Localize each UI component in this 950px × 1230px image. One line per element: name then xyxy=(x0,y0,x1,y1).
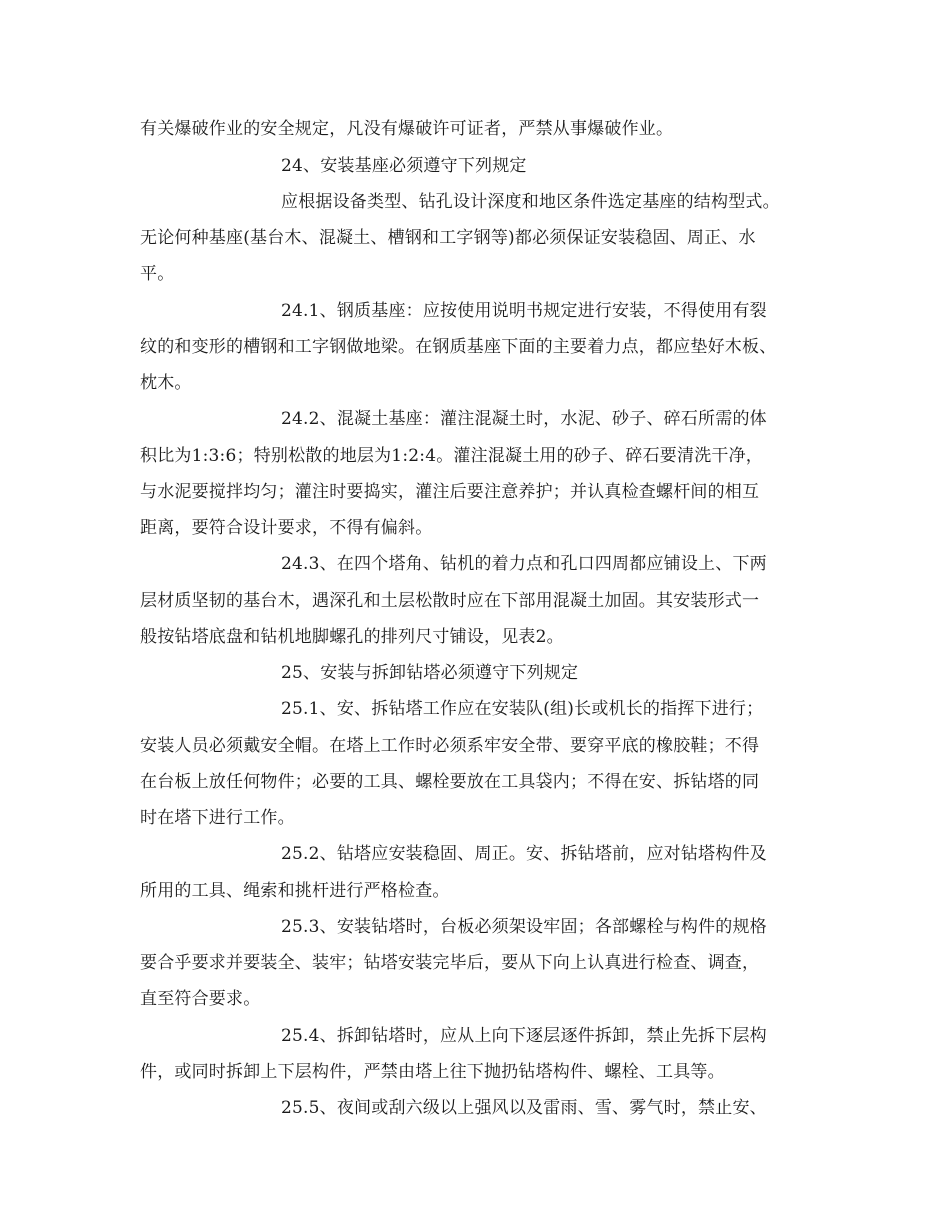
text-line: 积比为1:3:6；特别松散的地层为1:2:4。灌注混凝土用的砂子、碎石要清洗干净， xyxy=(140,446,764,466)
text-line: 无论何种基座(基台木、混凝土、槽钢和工字钢等)都必须保证安装稳固、周正、水 xyxy=(140,228,756,248)
text-line: 时在塔下进行工作。 xyxy=(140,808,295,828)
text-line: 距离，要符合设计要求，不得有偏斜。 xyxy=(140,518,433,538)
text-line: 在台板上放任何物件；必要的工具、螺栓要放在工具袋内；不得在安、拆钻塔的同 xyxy=(140,772,760,792)
text-line: 25.2、钻塔应安装稳固、周正。安、拆钻塔前，应对钻塔构件及 xyxy=(281,844,767,864)
text-line: 枕木。 xyxy=(140,373,192,393)
text-line: 25.5、夜间或刮六级以上强风以及雷雨、雪、雾气时，禁止安、 xyxy=(281,1098,767,1118)
text-line: 纹的和变形的槽钢和工字钢做地梁。在钢质基座下面的主要着力点，都应垫好木板、 xyxy=(140,337,777,357)
text-line: 24.3、在四个塔角、钻机的着力点和孔口四周都应铺设上、下两 xyxy=(281,554,767,574)
text-line: 所用的工具、绳索和挑杆进行严格检查。 xyxy=(140,881,450,901)
text-line: 件，或同时拆卸上下层构件，严禁由塔上往下抛扔钻塔构件、螺栓、工具等。 xyxy=(140,1062,725,1082)
text-line: 层材质坚韧的基台木，遇深孔和土层松散时应在下部用混凝土加固。其安装形式一 xyxy=(140,591,760,611)
text-line: 25.1、安、拆钻塔工作应在安装队(组)长或机长的指挥下进行； xyxy=(281,699,764,719)
text-line: 要合乎要求并要装全、装牢；钻塔安装完毕后，要从下向上认真进行检查、调查， xyxy=(140,953,760,973)
text-line: 与水泥要搅拌均匀；灌注时要捣实，灌注后要注意养护；并认真检查螺杆间的相互 xyxy=(140,482,760,502)
text-line: 平。 xyxy=(140,264,175,284)
text-line: 直至符合要求。 xyxy=(140,989,261,1009)
text-line: 应根据设备类型、钻孔设计深度和地区条件选定基座的结构型式。 xyxy=(281,192,780,212)
text-line: 安装人员必须戴安全帽。在塔上工作时必须系牢安全带、要穿平底的橡胶鞋；不得 xyxy=(140,736,760,756)
section-heading: 24、安装基座必须遵守下列规定 xyxy=(281,156,527,176)
text-line: 24.2、混凝土基座：灌注混凝土时，水泥、砂子、碎石所需的体 xyxy=(281,409,767,429)
text-line: 25.3、安装钻塔时，台板必须架设牢固；各部螺栓与构件的规格 xyxy=(281,917,767,937)
text-line: 般按钻塔底盘和钻机地脚螺孔的排列尺寸铺设，见表2。 xyxy=(140,627,564,647)
text-line: 有关爆破作业的安全规定，凡没有爆破许可证者，严禁从事爆破作业。 xyxy=(140,119,674,139)
section-heading: 25、安装与拆卸钻塔必须遵守下列规定 xyxy=(281,663,579,683)
text-line: 24.1、钢质基座：应按使用说明书规定进行安装，不得使用有裂 xyxy=(281,301,767,321)
text-line: 25.4、拆卸钻塔时，应从上向下逐层逐件拆卸，禁止先拆下层构 xyxy=(281,1026,767,1046)
